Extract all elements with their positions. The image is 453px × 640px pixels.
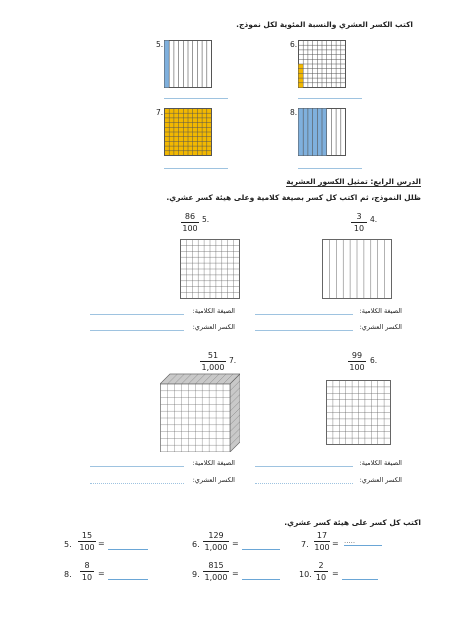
lesson-title: الدرس الرابع: تمثيل الكسور العشرية — [286, 177, 421, 186]
s1-answer-line-8[interactable] — [298, 168, 362, 169]
s1-model-6[interactable] — [298, 40, 346, 88]
denominator: 1,000 — [201, 363, 225, 372]
denominator: 10 — [315, 573, 327, 582]
numerator: 2 — [318, 561, 324, 570]
lesson-item5-decimal-line[interactable] — [90, 330, 184, 331]
s3-item6-equals: = — [232, 539, 239, 548]
denominator: 10 — [81, 573, 93, 582]
s3-item8-fraction — [80, 561, 94, 582]
s1-answer-line-5[interactable] — [164, 98, 228, 99]
numerator: 99 — [351, 351, 363, 360]
lesson-item7-decimal-line[interactable] — [90, 483, 184, 484]
s3-item8-equals: = — [98, 569, 105, 578]
s3-item8-number: 8. — [64, 570, 72, 579]
s3-item9-fraction — [203, 561, 229, 582]
section1-instruction: اكتب الكسر العشري والنسبة المئوية لكل نموذج. — [236, 20, 413, 29]
s3-item5-answer[interactable] — [108, 549, 148, 550]
s3-item10-answer[interactable] — [342, 579, 378, 580]
lesson-model-4[interactable] — [322, 239, 392, 299]
lesson-item5-number: 5. — [202, 215, 210, 224]
s3-item7-number: 7. — [301, 540, 309, 549]
s3-item9-answer[interactable] — [242, 579, 280, 580]
s1-item7-number: 7. — [156, 108, 164, 117]
lesson-instruction: ظلل النموذج، ثم اكتب كل كسر بصيغة كلامية وعلى هيئة كسر عشري. — [166, 193, 421, 202]
numerator: 86 — [184, 212, 196, 221]
lesson-item6-word-label: الصيغة الكلامية: — [359, 459, 402, 467]
denominator: 10 — [353, 224, 365, 233]
lesson-item7-fraction — [200, 351, 226, 372]
s1-answer-line-6[interactable] — [298, 98, 362, 99]
s1-answer-line-7[interactable] — [164, 168, 228, 169]
s1-model-7[interactable] — [164, 108, 212, 156]
lesson-item5-word-line[interactable] — [90, 314, 184, 315]
lesson-item7-word-line[interactable] — [90, 466, 184, 467]
s3-item5-fraction — [78, 531, 96, 552]
numerator: 15 — [81, 531, 93, 540]
s3-item10-equals: = — [332, 569, 339, 578]
s1-item5-number: 5. — [156, 40, 164, 49]
s3-item7-equals: = — [332, 539, 339, 548]
denominator: 100 — [79, 543, 95, 552]
lesson-item4-word-label: الصيغة الكلامية: — [359, 307, 402, 315]
denominator: 1,000 — [204, 573, 228, 582]
s3-item6-answer[interactable] — [242, 549, 280, 550]
lesson-model-6[interactable] — [326, 380, 391, 445]
s3-item6-fraction — [203, 531, 229, 552]
lesson-item7-word-label: الصيغة الكلامية: — [192, 459, 235, 467]
numerator: 8 — [84, 561, 90, 570]
denominator: 100 — [349, 363, 365, 372]
lesson-item6-decimal-line[interactable] — [255, 483, 353, 484]
lesson-model-7-cube[interactable] — [160, 372, 240, 452]
lesson-item6-fraction — [348, 351, 366, 372]
lesson-item4-decimal-label: الكسر العشري: — [359, 323, 402, 331]
s3-item7-answer[interactable]: ..... — [344, 537, 382, 546]
lesson-item7-decimal-label: الكسر العشري: — [192, 476, 235, 484]
s1-item8-number: 8. — [290, 108, 298, 117]
lesson-item4-word-line[interactable] — [255, 314, 353, 315]
lesson-item6-word-line[interactable] — [255, 466, 353, 467]
lesson-item5-fraction — [181, 212, 199, 233]
denominator: 100 — [314, 543, 330, 552]
s3-item5-number: 5. — [64, 540, 72, 549]
s3-item10-fraction — [314, 561, 328, 582]
numerator: 17 — [316, 531, 328, 540]
numerator: 815 — [208, 561, 224, 570]
numerator: 129 — [208, 531, 224, 540]
lesson-item5-decimal-label: الكسر العشري: — [192, 323, 235, 331]
lesson-item6-decimal-label: الكسر العشري: — [359, 476, 402, 484]
s3-item10-number: 10. — [299, 570, 312, 579]
s3-item9-number: 9. — [192, 570, 200, 579]
lesson-item5-word-label: الصيغة الكلامية: — [192, 307, 235, 315]
s3-item8-answer[interactable] — [108, 579, 148, 580]
lesson-item4-number: 4. — [370, 215, 378, 224]
section3-instruction: اكتب كل كسر على هيئة كسر عشري. — [284, 518, 421, 527]
denominator: 1,000 — [204, 543, 228, 552]
lesson-model-5[interactable] — [180, 239, 240, 299]
s1-model-5[interactable] — [164, 40, 212, 88]
lesson-item4-fraction — [351, 212, 367, 233]
s3-item9-equals: = — [232, 569, 239, 578]
lesson-item4-decimal-line[interactable] — [255, 330, 353, 331]
s1-item6-number: 6. — [290, 40, 298, 49]
numerator: 3 — [356, 212, 362, 221]
s3-item6-number: 6. — [192, 540, 200, 549]
s1-model-8[interactable] — [298, 108, 346, 156]
numerator: 51 — [207, 351, 219, 360]
s3-item5-equals: = — [98, 539, 105, 548]
s3-item7-fraction — [314, 531, 330, 552]
denominator: 100 — [182, 224, 198, 233]
lesson-item7-number: 7. — [229, 356, 237, 365]
lesson-item6-number: 6. — [370, 356, 378, 365]
